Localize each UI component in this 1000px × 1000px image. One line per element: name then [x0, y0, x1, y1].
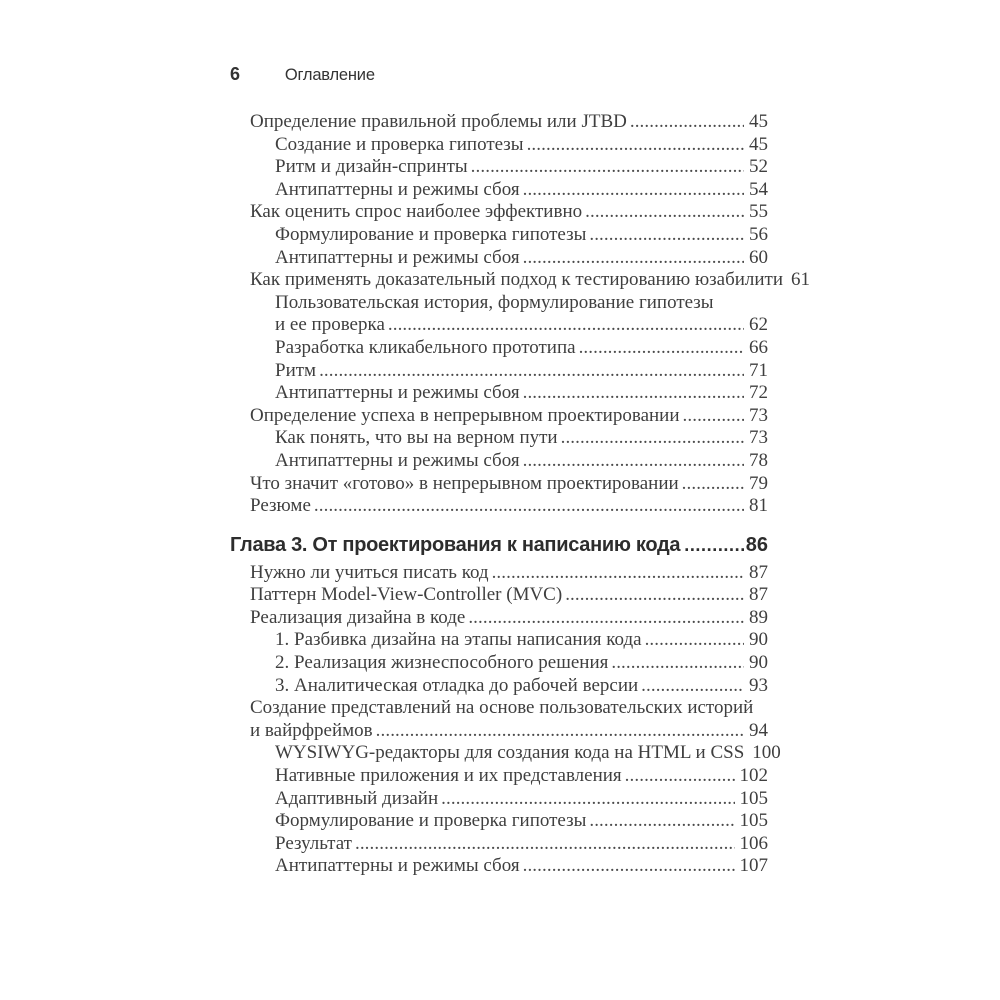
- toc-entry-line: [250, 697, 768, 720]
- toc-entry-line: [275, 810, 768, 833]
- toc-entry-page-number: 72: [749, 382, 768, 404]
- toc-entry-line: [250, 405, 768, 428]
- toc-entry-label: 1. Разбивка дизайна на этапы написания кода: [275, 629, 642, 651]
- toc-entry-label: Разработка кликабельного прототипа: [275, 336, 576, 358]
- toc-entry: [230, 224, 768, 247]
- toc-entry-page-number: 94: [749, 719, 768, 741]
- toc-entry: [230, 765, 768, 788]
- toc-entry-page-number: 73: [749, 404, 768, 426]
- toc-entry-label: Как оценить спрос наиболее эффективно: [250, 201, 583, 223]
- toc-entry: [230, 450, 768, 473]
- dot-leader: [385, 314, 744, 337]
- toc-entry: [230, 652, 768, 675]
- toc-entry-page-number: 90: [749, 652, 768, 674]
- dot-leader: [520, 179, 744, 202]
- dot-leader: [622, 765, 735, 788]
- toc-entry-label: Антипаттерны и режимы сбоя: [275, 382, 520, 404]
- toc-entry-label: Создание представлений на основе пользовательских историй: [250, 697, 754, 719]
- toc-entry-page-number: 45: [749, 111, 768, 132]
- toc-entry-line: [275, 292, 768, 315]
- toc-entry-page-number: 105: [739, 787, 768, 809]
- dot-leader: [316, 360, 744, 383]
- toc-entry-page-number: 106: [739, 832, 768, 854]
- toc-entry-line: [250, 269, 811, 292]
- toc-entry-page-number: 89: [749, 606, 768, 628]
- toc-entry: [230, 473, 768, 496]
- toc-entry-line: [275, 450, 768, 473]
- toc-entry-line: [230, 532, 768, 558]
- toc-entry-label: 2. Реализация жизнеспособного решения: [275, 652, 609, 674]
- toc-entry-label: Паттерн Model-View-Controller (MVC): [250, 584, 563, 606]
- toc-entry-line: [250, 607, 768, 630]
- toc-entry-label: Как применять доказательный подход к тестированию юзабилити: [250, 269, 784, 291]
- toc-entry: [230, 788, 768, 811]
- page-number: 6: [230, 64, 240, 84]
- toc-entry: [230, 201, 768, 224]
- toc-entry-label: Антипаттерны и режимы сбоя: [275, 855, 520, 877]
- toc-entry-label: Адаптивный дизайн: [275, 787, 439, 809]
- toc-entry-line: [275, 156, 768, 179]
- toc-entry-label: Результат: [275, 832, 352, 854]
- toc-entry-page-number: 86: [745, 533, 768, 556]
- toc-entry-line: [250, 562, 768, 585]
- toc-entry-label: Нужно ли учиться писать код: [250, 561, 489, 583]
- toc-entry-page-number: 93: [749, 674, 768, 696]
- dot-leader: [586, 224, 744, 247]
- toc-entry-page-number: 73: [749, 427, 768, 449]
- dot-leader: [679, 473, 744, 496]
- toc-entry: [230, 675, 768, 698]
- toc-entry-page-number: 66: [749, 336, 768, 358]
- running-header-title: Оглавление: [284, 66, 375, 84]
- toc-chapter-heading: [230, 532, 768, 558]
- dot-leader: [608, 652, 744, 675]
- toc-entry-line: [250, 201, 768, 224]
- dot-leader: [562, 584, 744, 607]
- toc-entry-page-number: 87: [749, 561, 768, 583]
- toc-entry-label: и вайрфреймов: [250, 719, 373, 741]
- dot-leader: [576, 337, 744, 360]
- toc-entry: [230, 292, 768, 337]
- toc-entry-label: Пользовательская история, формулирование гипотезы: [275, 291, 714, 313]
- toc-entry-label: Нативные приложения и их представления: [275, 765, 622, 787]
- dot-leader: [680, 405, 744, 428]
- toc-entry-page-number: 79: [749, 472, 768, 494]
- toc-entry-page-number: 54: [749, 178, 768, 200]
- dot-leader: [582, 201, 744, 224]
- toc-entry-line: [250, 584, 768, 607]
- toc-entry-label: Определение успеха в непрерывном проектировании: [250, 404, 680, 426]
- toc-entry-page-number: 52: [749, 156, 768, 178]
- table-of-contents: [230, 111, 811, 878]
- toc-entry-label: Антипаттерны и режимы сбоя: [275, 246, 520, 268]
- dot-leader: [680, 532, 745, 558]
- dot-leader: [627, 111, 744, 134]
- toc-entry-label: Формулирование и проверка гипотезы: [275, 223, 587, 245]
- toc-entry-line: [250, 111, 768, 134]
- toc-entry-label: WYSIWYG-редакторы для создания кода на HTML и CSS: [275, 742, 745, 764]
- toc-entry-page-number: 62: [749, 314, 768, 336]
- toc-entry-line: [275, 247, 768, 270]
- dot-leader: [558, 427, 744, 450]
- toc-entry-line: [275, 134, 768, 157]
- toc-entry-line: [275, 337, 768, 360]
- toc-entry: [230, 427, 768, 450]
- toc-entry-line: [275, 314, 768, 337]
- toc-entry-line: [275, 224, 768, 247]
- toc-entry-page-number: 107: [739, 855, 768, 877]
- toc-entry: [230, 584, 768, 607]
- dot-leader: [524, 134, 744, 157]
- dot-leader: [438, 788, 734, 811]
- toc-entry: [230, 156, 768, 179]
- toc-entry-page-number: 56: [749, 223, 768, 245]
- toc-entry-label: Как понять, что вы на верном пути: [275, 427, 558, 449]
- dot-leader: [520, 247, 744, 270]
- toc-entry: [230, 562, 768, 585]
- toc-entry-label: и ее проверка: [275, 314, 385, 336]
- toc-entry: [230, 742, 781, 765]
- dot-leader: [468, 156, 744, 179]
- toc-entry-page-number: 105: [739, 810, 768, 832]
- toc-entry: [230, 629, 768, 652]
- toc-entry-label: Ритм: [275, 359, 317, 381]
- toc-entry: [230, 495, 768, 518]
- dot-leader: [352, 833, 735, 856]
- dot-leader: [520, 855, 735, 878]
- toc-entry-page-number: 60: [749, 246, 768, 268]
- toc-entry-page-number: 102: [739, 765, 768, 787]
- toc-entry-page-number: 90: [749, 629, 768, 651]
- dot-leader: [520, 450, 744, 473]
- toc-entry: [230, 405, 768, 428]
- toc-entry: [230, 607, 768, 630]
- dot-leader: [783, 269, 786, 292]
- dot-leader: [520, 382, 744, 405]
- toc-entry-line: [250, 720, 768, 743]
- toc-entry-page-number: 100: [752, 742, 781, 764]
- toc-entry-line: [275, 742, 781, 765]
- toc-entry-page-number: 55: [749, 201, 768, 223]
- toc-entry-page-number: 71: [749, 359, 768, 381]
- toc-entry-page-number: 61: [791, 269, 811, 291]
- toc-entry-label: 3. Аналитическая отладка до рабочей версии: [275, 674, 639, 696]
- toc-entry: [230, 269, 811, 292]
- toc-entry-page-number: 81: [749, 495, 768, 517]
- toc-entry-line: [250, 473, 768, 496]
- toc-entry-label: Определение правильной проблемы или JTBD: [250, 111, 627, 132]
- toc-entry-line: [275, 855, 768, 878]
- toc-entry: [230, 360, 768, 383]
- toc-entry: [230, 810, 768, 833]
- running-header: [230, 64, 375, 85]
- dot-leader: [311, 495, 744, 518]
- toc-entry-label: Резюме: [250, 495, 311, 517]
- dot-leader: [489, 562, 744, 585]
- toc-entry: [230, 247, 768, 270]
- toc-entry-line: [275, 382, 768, 405]
- toc-entry-line: [275, 179, 768, 202]
- toc-entry-page-number: 45: [749, 133, 768, 155]
- toc-entry-line: [275, 765, 768, 788]
- toc-entry-label: Создание и проверка гипотезы: [275, 133, 524, 155]
- toc-entry-label: Формулирование и проверка гипотезы: [275, 810, 587, 832]
- toc-entry: [230, 855, 768, 878]
- toc-entry-line: [275, 629, 768, 652]
- toc-entry-label: Реализация дизайна в коде: [250, 606, 466, 628]
- dot-leader: [465, 607, 744, 630]
- toc-entry-page-number: 87: [749, 584, 768, 606]
- toc-entry: [230, 134, 768, 157]
- toc-entry-line: [275, 360, 768, 383]
- toc-entry-label: Ритм и дизайн-спринты: [275, 156, 468, 178]
- toc-entry: [230, 833, 768, 856]
- toc-entry-line: [275, 833, 768, 856]
- toc-entry-line: [250, 495, 768, 518]
- toc-entry-page-number: 78: [749, 449, 768, 471]
- dot-leader: [744, 742, 747, 765]
- toc-entry-line: [275, 675, 768, 698]
- toc-entry: [230, 179, 768, 202]
- dot-leader: [638, 675, 744, 698]
- toc-entry: [230, 337, 768, 360]
- toc-entry-line: [275, 788, 768, 811]
- toc-entry: [230, 697, 768, 742]
- dot-leader: [642, 629, 744, 652]
- toc-entry-label: Что значит «готово» в непрерывном проектировании: [250, 472, 679, 494]
- toc-entry: [230, 382, 768, 405]
- toc-chapter-label: Глава 3. От проектирования к написанию кода: [230, 533, 681, 556]
- toc-entry-line: [275, 427, 768, 450]
- toc-entry-label: Антипаттерны и режимы сбоя: [275, 449, 520, 471]
- dot-leader: [586, 810, 734, 833]
- dot-leader: [373, 720, 744, 743]
- toc-entry-label: Антипаттерны и режимы сбоя: [275, 178, 520, 200]
- toc-entry-line: [275, 652, 768, 675]
- toc-entry: [230, 111, 768, 134]
